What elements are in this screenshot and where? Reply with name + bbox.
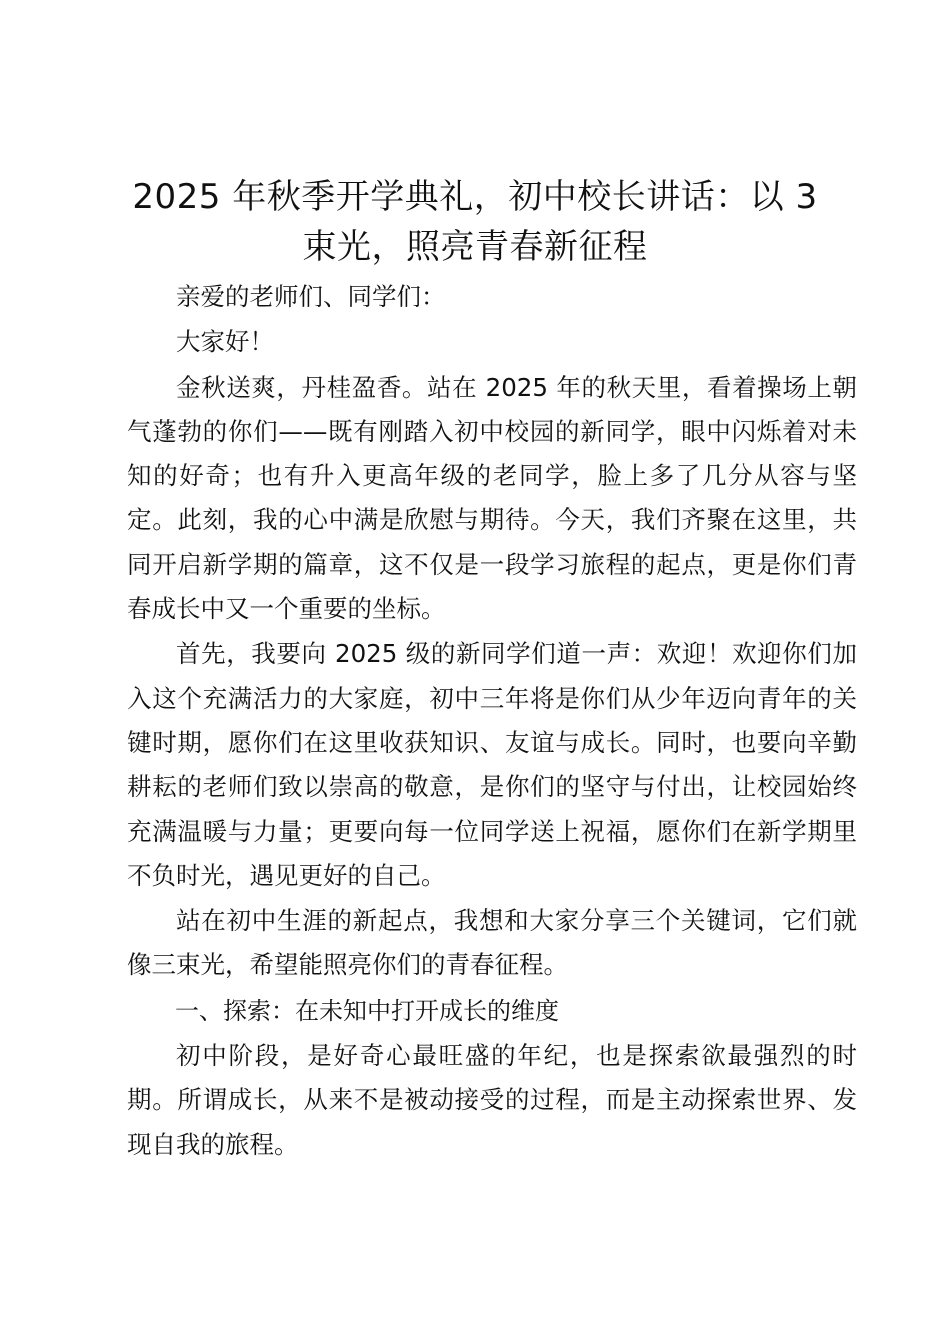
section-heading: 一、探索：在未知中打开成长的维度 <box>175 996 559 1025</box>
greeting: 大家好！ <box>176 327 274 357</box>
body-paragraph: 初中阶段，是好奇心最旺盛的年纪，也是探索欲最强烈的时期。所谓成长，从来不是被动接受的过程，而是主动探索世界、发现自我的旅程。 <box>127 1041 857 1159</box>
salutation: 亲爱的老师们、同学们： <box>176 282 446 311</box>
body-paragraph: 站在初中生涯的新起点，我想和大家分享三个关键词，它们就像三束光，希望能照亮你们的青春征程。 <box>127 906 857 980</box>
document-body <box>127 275 857 1168</box>
body-paragraph: 首先，我要向 2025 级的新同学们道一声：欢迎！欢迎你们加入这个充满活力的大家庭，初中三年将是你们从少年迈向青年的关键时期，愿你们在这里收获知识、友谊与成长。同时，也要向辛勤耕耘的老师们致以崇高的敬意，是你们的坚守与付出，让校园始终充满温暖与力量；更要向每一位同学送上祝福，愿你们在新学期里不负时光，遇见更好的自己。 <box>127 639 857 890</box>
document-title: 2025 年秋季开学典礼，初中校长讲话：以 3 束光，照亮青春新征程 <box>132 177 818 267</box>
body-paragraph: 金秋送爽，丹桂盈香。站在 2025 年的秋天里，看着操场上朝气蓬勃的你们——既有刚踏入初中校园的新同学，眼中闪烁着对未知的好奇；也有升入更高年级的老同学，脸上多了几分从容与坚定。此刻，我的心中满是欣慰与期待。今天，我们齐聚在这里，共同开启新学期的篇章，这不仅是一段学习旅程的起点，更是你们青春成长中又一个重要的坐标。 <box>127 372 857 624</box>
